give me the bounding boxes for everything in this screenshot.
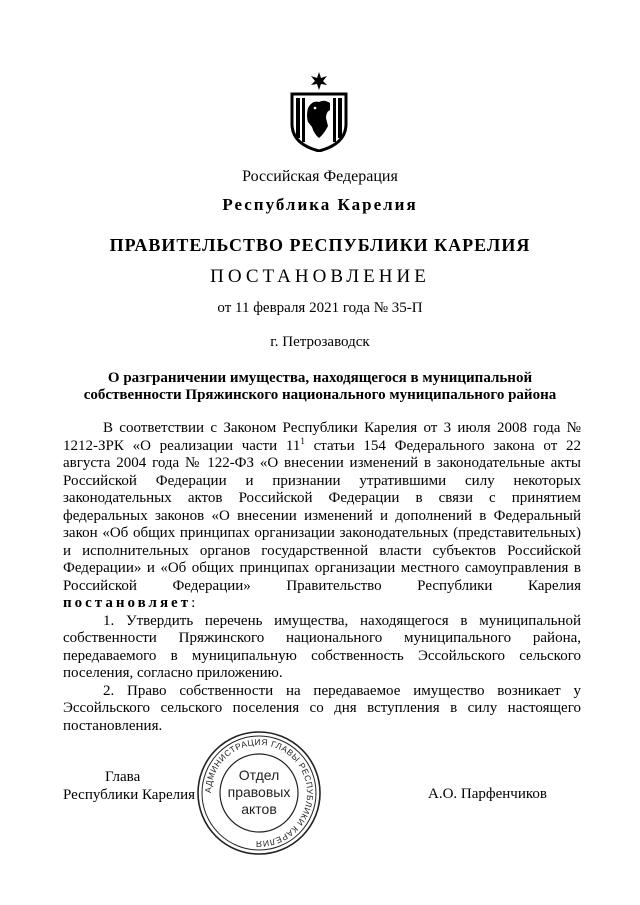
republic-name: Республика Карелия [222,195,418,214]
document-type: ПОСТАНОВЛЕНИЕ [210,266,430,287]
document-title: О разграничении имущества, находящегося в муниципальной собственности Пряжинского национального муниципального района [83,370,557,403]
document-city: г. Петрозаводск [270,334,370,350]
round-stamp-icon [196,730,322,856]
decree-word: постановляет [63,595,192,611]
government-name: ПРАВИТЕЛЬСТВО РЕСПУБЛИКИ КАРЕЛИЯ [109,235,531,255]
country-name: Российская Федерация [242,168,398,185]
karelia-coat-of-arms-icon [288,72,350,152]
signatory-name: А.О. Парфенчиков [428,786,547,802]
signatory-title: Глава Республики Карелия [63,769,196,803]
document-body [63,420,581,735]
clause-2: 2. Право собственности на передаваемое имущество возникает у Эссойльского сельского поселения со дня вступления в силу настоящего постановления. [63,682,581,734]
clause-1: 1. Утвердить перечень имущества, находящегося в муниципальной собственности Пряжинского национального муниципального района, передаваемого в муниципальную собственность Эссойльского сельского поселения, согласно приложению. [63,612,581,681]
preamble-paragraph: В соответствии с Законом Республики Карелия от 3 июля 2008 года № 1212-ЗРК «О реализации части $11^1$ статьи 154 Федерального закона от 22 августа 2004 года № 122-ФЗ «О внесении изменений в законодательные акты Российской Федерации и признании утратившими силу некоторых законодательных актов Российской Федерации в связи с принятием федеральных законов «О внесении изменений и дополнений в Федеральный закон «Об общих принципах организации законодательных (представительных) и исполнительных органов государственной власти субъектов Российской Федерации» и «Об общих принципах организации местного самоуправления в Российской Федерации» Правительство Республики Карелия постановляет: [63,420,581,611]
stamp-ring-text: АДМИНИСТРАЦИЯ ГЛАВЫ РЕСПУБЛИКИ КАРЕЛИЯ [202,736,316,850]
document-date-number: от 11 февраля 2021 года № 35-П [217,300,423,316]
stamp-line-2: правовых [227,784,291,800]
stamp-line-3: актов [241,801,277,817]
stamp-line-1: Отдел [238,767,280,783]
